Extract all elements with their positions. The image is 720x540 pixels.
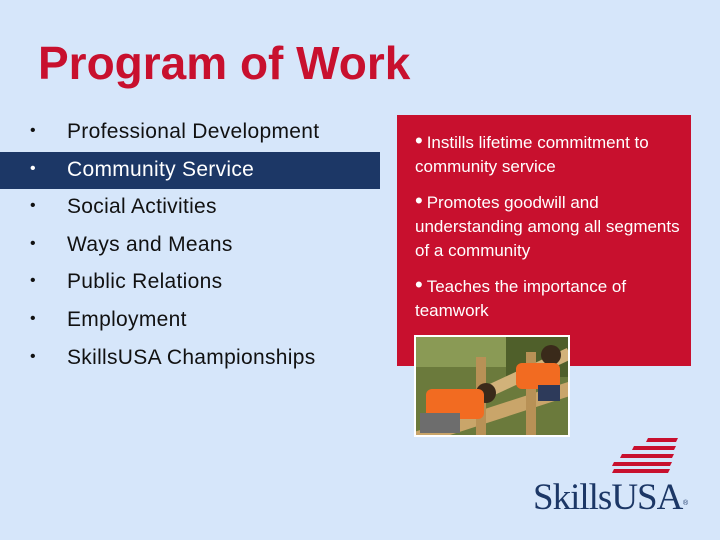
benefit-point (415, 129, 685, 179)
bullet-dot: • (30, 234, 36, 252)
bullet-item (0, 189, 380, 227)
bullet-dot: • (30, 272, 36, 290)
benefit-point (415, 273, 685, 323)
bullet-label: SkillsUSA Championships (67, 345, 316, 369)
bullet-item-highlighted (0, 152, 380, 190)
bullet-label: Professional Development (67, 120, 320, 143)
logo-text: SkillsUSA (533, 477, 683, 518)
bullet-label: Employment (67, 307, 187, 331)
bullet-item (0, 227, 380, 265)
point-text: Teaches the importance of teamwork (415, 277, 627, 320)
bullet-item (0, 264, 380, 302)
point-text: Promotes goodwill and understanding among all segments of a community (415, 193, 680, 260)
bullet-label: Community Service (67, 157, 255, 181)
bullet-item (0, 302, 380, 340)
bullet-item (0, 340, 380, 378)
registered-mark: ® (683, 500, 689, 507)
bullet-dot: • (30, 197, 36, 215)
bullet-label: Public Relations (67, 270, 223, 294)
bullet-dot: • (30, 347, 36, 365)
bullet-item (0, 114, 380, 152)
benefits-panel (397, 115, 691, 366)
bullet-dot: • (30, 309, 36, 327)
point-text: Instills lifetime commitment to community service (415, 133, 649, 176)
point-dot: • (415, 272, 423, 297)
bullet-label: Social Activities (67, 195, 217, 219)
bullet-label: Ways and Means (67, 232, 233, 256)
benefit-point (415, 189, 685, 263)
bullet-list (0, 114, 380, 377)
point-dot: • (415, 188, 423, 213)
bullet-dot: • (30, 159, 36, 177)
students-building-wooden-structure-photo (414, 335, 570, 437)
point-dot: • (415, 128, 423, 153)
bullet-dot: • (30, 122, 36, 139)
slide-title: Program of Work (38, 37, 411, 89)
